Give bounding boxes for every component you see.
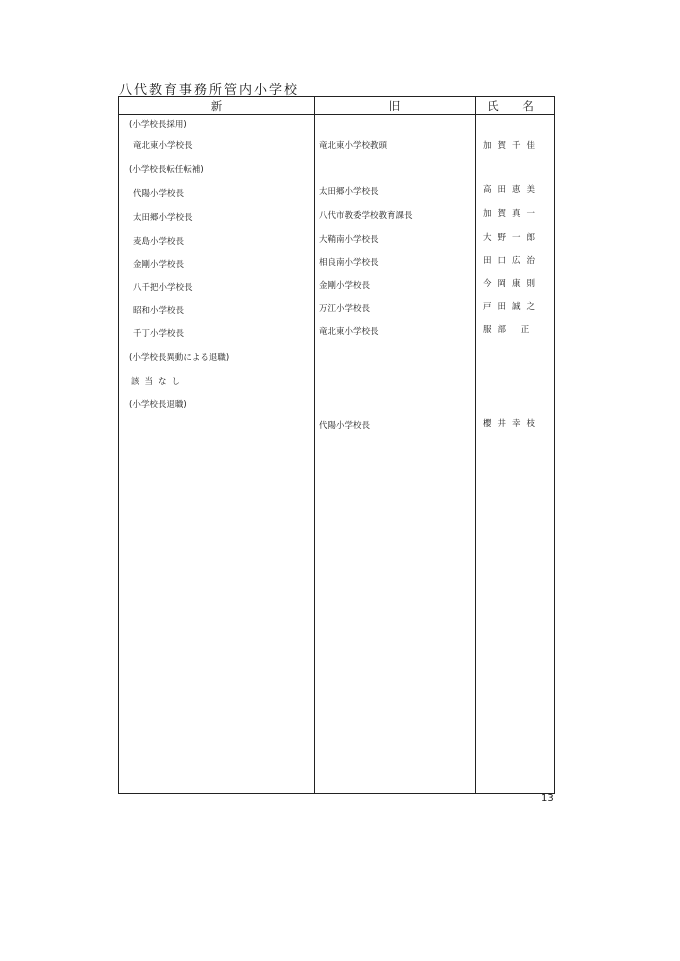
page-number: 13 [541, 793, 554, 804]
row-7-old: 金剛小学校長 [319, 281, 371, 291]
column-divider-2 [475, 97, 476, 793]
row-6-new: 金剛小学校長 [133, 260, 185, 270]
row-13-old: 代陽小学校長 [319, 421, 371, 431]
row-6-old: 相良南小学校長 [319, 258, 379, 268]
row-5-new: 麦島小学校長 [133, 237, 185, 247]
row-2-new: (小学校長転任転補) [129, 165, 204, 175]
row-6-name: 田口広治 [483, 256, 542, 266]
row-4-name: 加賀真一 [483, 209, 542, 219]
row-11-new: 該当なし [131, 377, 186, 387]
column-divider-1 [314, 97, 315, 793]
row-8-name: 戸田誠之 [483, 302, 542, 312]
row-8-new: 昭和小学校長 [133, 306, 185, 316]
row-13-name: 櫻井幸枝 [483, 419, 542, 429]
row-10-new: (小学校長異動による退職) [129, 353, 230, 363]
header-name: 氏 名 [487, 99, 544, 113]
row-8-old: 万江小学校長 [319, 304, 371, 314]
row-3-name: 高田恵美 [483, 185, 542, 195]
row-12-new: (小学校長退職) [129, 400, 187, 410]
row-0-new: (小学校長採用) [129, 120, 187, 130]
row-3-old: 太田郷小学校長 [319, 187, 379, 197]
row-5-name: 大野一郎 [483, 233, 542, 243]
row-9-name: 服部 正 [483, 325, 536, 335]
row-7-name: 今岡康則 [483, 279, 542, 289]
row-5-old: 大鞘南小学校長 [319, 235, 379, 245]
header-old: 旧 [388, 99, 401, 113]
row-1-old: 竜北東小学校教頭 [319, 141, 388, 151]
page-title: 八代教育事務所管内小学校 [119, 83, 300, 98]
table-header-row [119, 97, 554, 115]
row-4-new: 太田郷小学校長 [133, 213, 193, 223]
row-9-old: 竜北東小学校長 [319, 327, 379, 337]
row-4-old: 八代市教委学校教育課長 [319, 211, 413, 221]
row-7-new: 八千把小学校長 [133, 283, 193, 293]
row-1-name: 加賀千佳 [483, 141, 542, 151]
row-9-new: 千丁小学校長 [133, 329, 185, 339]
row-1-new: 竜北東小学校長 [133, 141, 193, 151]
row-3-new: 代陽小学校長 [133, 189, 185, 199]
personnel-table [118, 96, 555, 794]
header-new: 新 [210, 99, 223, 113]
